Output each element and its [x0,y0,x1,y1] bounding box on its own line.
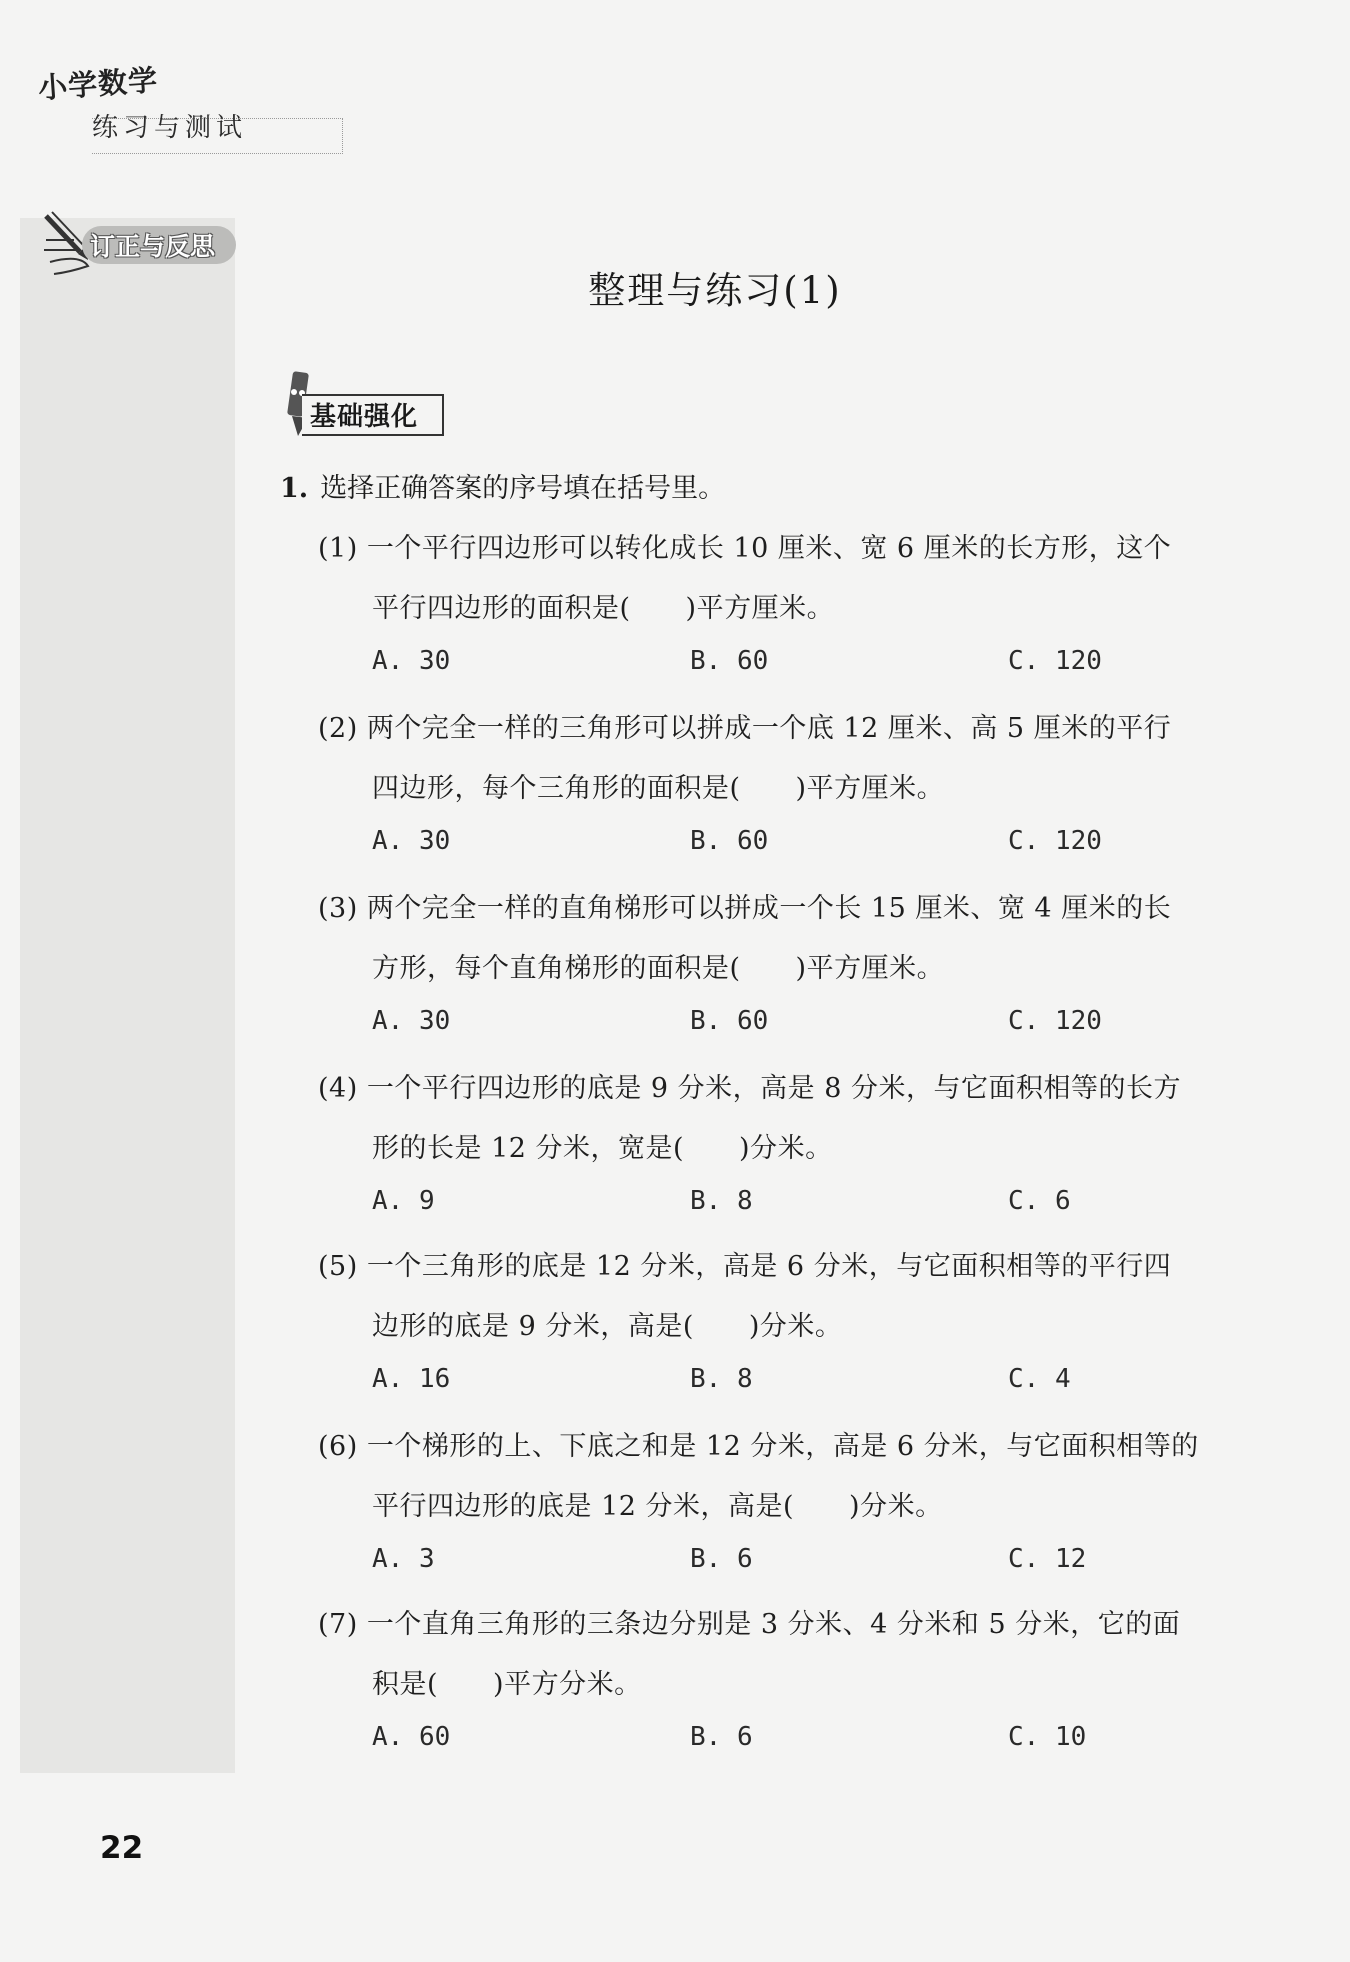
option-b: B. 6 [690,1544,753,1574]
sub-question-line: 方形，每个直角梯形的面积是( )平方厘米。 [372,953,945,984]
sub-question-line: (6) 一个梯形的上、下底之和是 12 分米，高是 6 分米，与它面积相等的 [318,1431,1199,1462]
option-b: B. 6 [690,1722,753,1752]
correction-tag-label: 订正与反思 [90,232,216,261]
option-a: A. 60 [372,1722,451,1752]
page-number: 22 [100,1830,144,1866]
option-b: B. 60 [690,1006,769,1036]
option-c: C. 120 [1008,826,1102,856]
sub-question-line: (5) 一个三角形的底是 12 分米，高是 6 分米，与它面积相等的平行四 [318,1251,1172,1282]
sub-question-line: (4) 一个平行四边形的底是 9 分米，高是 8 分米，与它面积相等的长方 [318,1073,1182,1104]
option-a: A. 30 [372,1006,451,1036]
correction-margin [20,218,235,1773]
question-number: 1. [280,473,309,504]
option-c: C. 120 [1008,646,1102,676]
sub-question-line: (3) 两个完全一样的直角梯形可以拼成一个长 15 厘米、宽 4 厘米的长 [318,893,1172,924]
brand-title: 小学数学 [37,62,160,106]
sub-question-line: 形的长是 12 分米，宽是( )分米。 [372,1133,833,1164]
page-title: 整理与练习(1) [588,269,842,312]
option-b: B. 8 [690,1364,753,1394]
sub-question-line: (1) 一个平行四边形可以转化成长 10 厘米、宽 6 厘米的长方形，这个 [318,533,1172,564]
sub-question-line: 积是( )平方分米。 [372,1669,642,1700]
option-b: B. 60 [690,826,769,856]
sub-question-line: 平行四边形的面积是( )平方厘米。 [372,593,835,624]
sub-question-line: 四边形，每个三角形的面积是( )平方厘米。 [372,773,945,804]
question-prompt: 选择正确答案的序号填在括号里。 [320,473,726,504]
option-a: A. 9 [372,1186,435,1216]
option-a: A. 3 [372,1544,435,1574]
option-c: C. 6 [1008,1186,1071,1216]
option-c: C. 120 [1008,1006,1102,1036]
option-b: B. 60 [690,646,769,676]
option-a: A. 30 [372,646,451,676]
sub-question-line: (2) 两个完全一样的三角形可以拼成一个底 12 厘米、高 5 厘米的平行 [318,713,1172,744]
option-a: A. 30 [372,826,451,856]
option-c: C. 10 [1008,1722,1087,1752]
option-a: A. 16 [372,1364,451,1394]
option-b: B. 8 [690,1186,753,1216]
sub-question-line: (7) 一个直角三角形的三条边分别是 3 分米、4 分米和 5 分米，它的面 [318,1609,1181,1640]
sub-question-line: 边形的底是 9 分米，高是( )分米。 [372,1311,843,1342]
question-header [280,466,725,505]
option-c: C. 12 [1008,1544,1087,1574]
option-c: C. 4 [1008,1364,1071,1394]
brand-subtitle: 练习与测试 [92,113,248,143]
sub-question-line: 平行四边形的底是 12 分米，高是( )分米。 [372,1491,943,1522]
section-label: 基础强化 [310,402,419,432]
